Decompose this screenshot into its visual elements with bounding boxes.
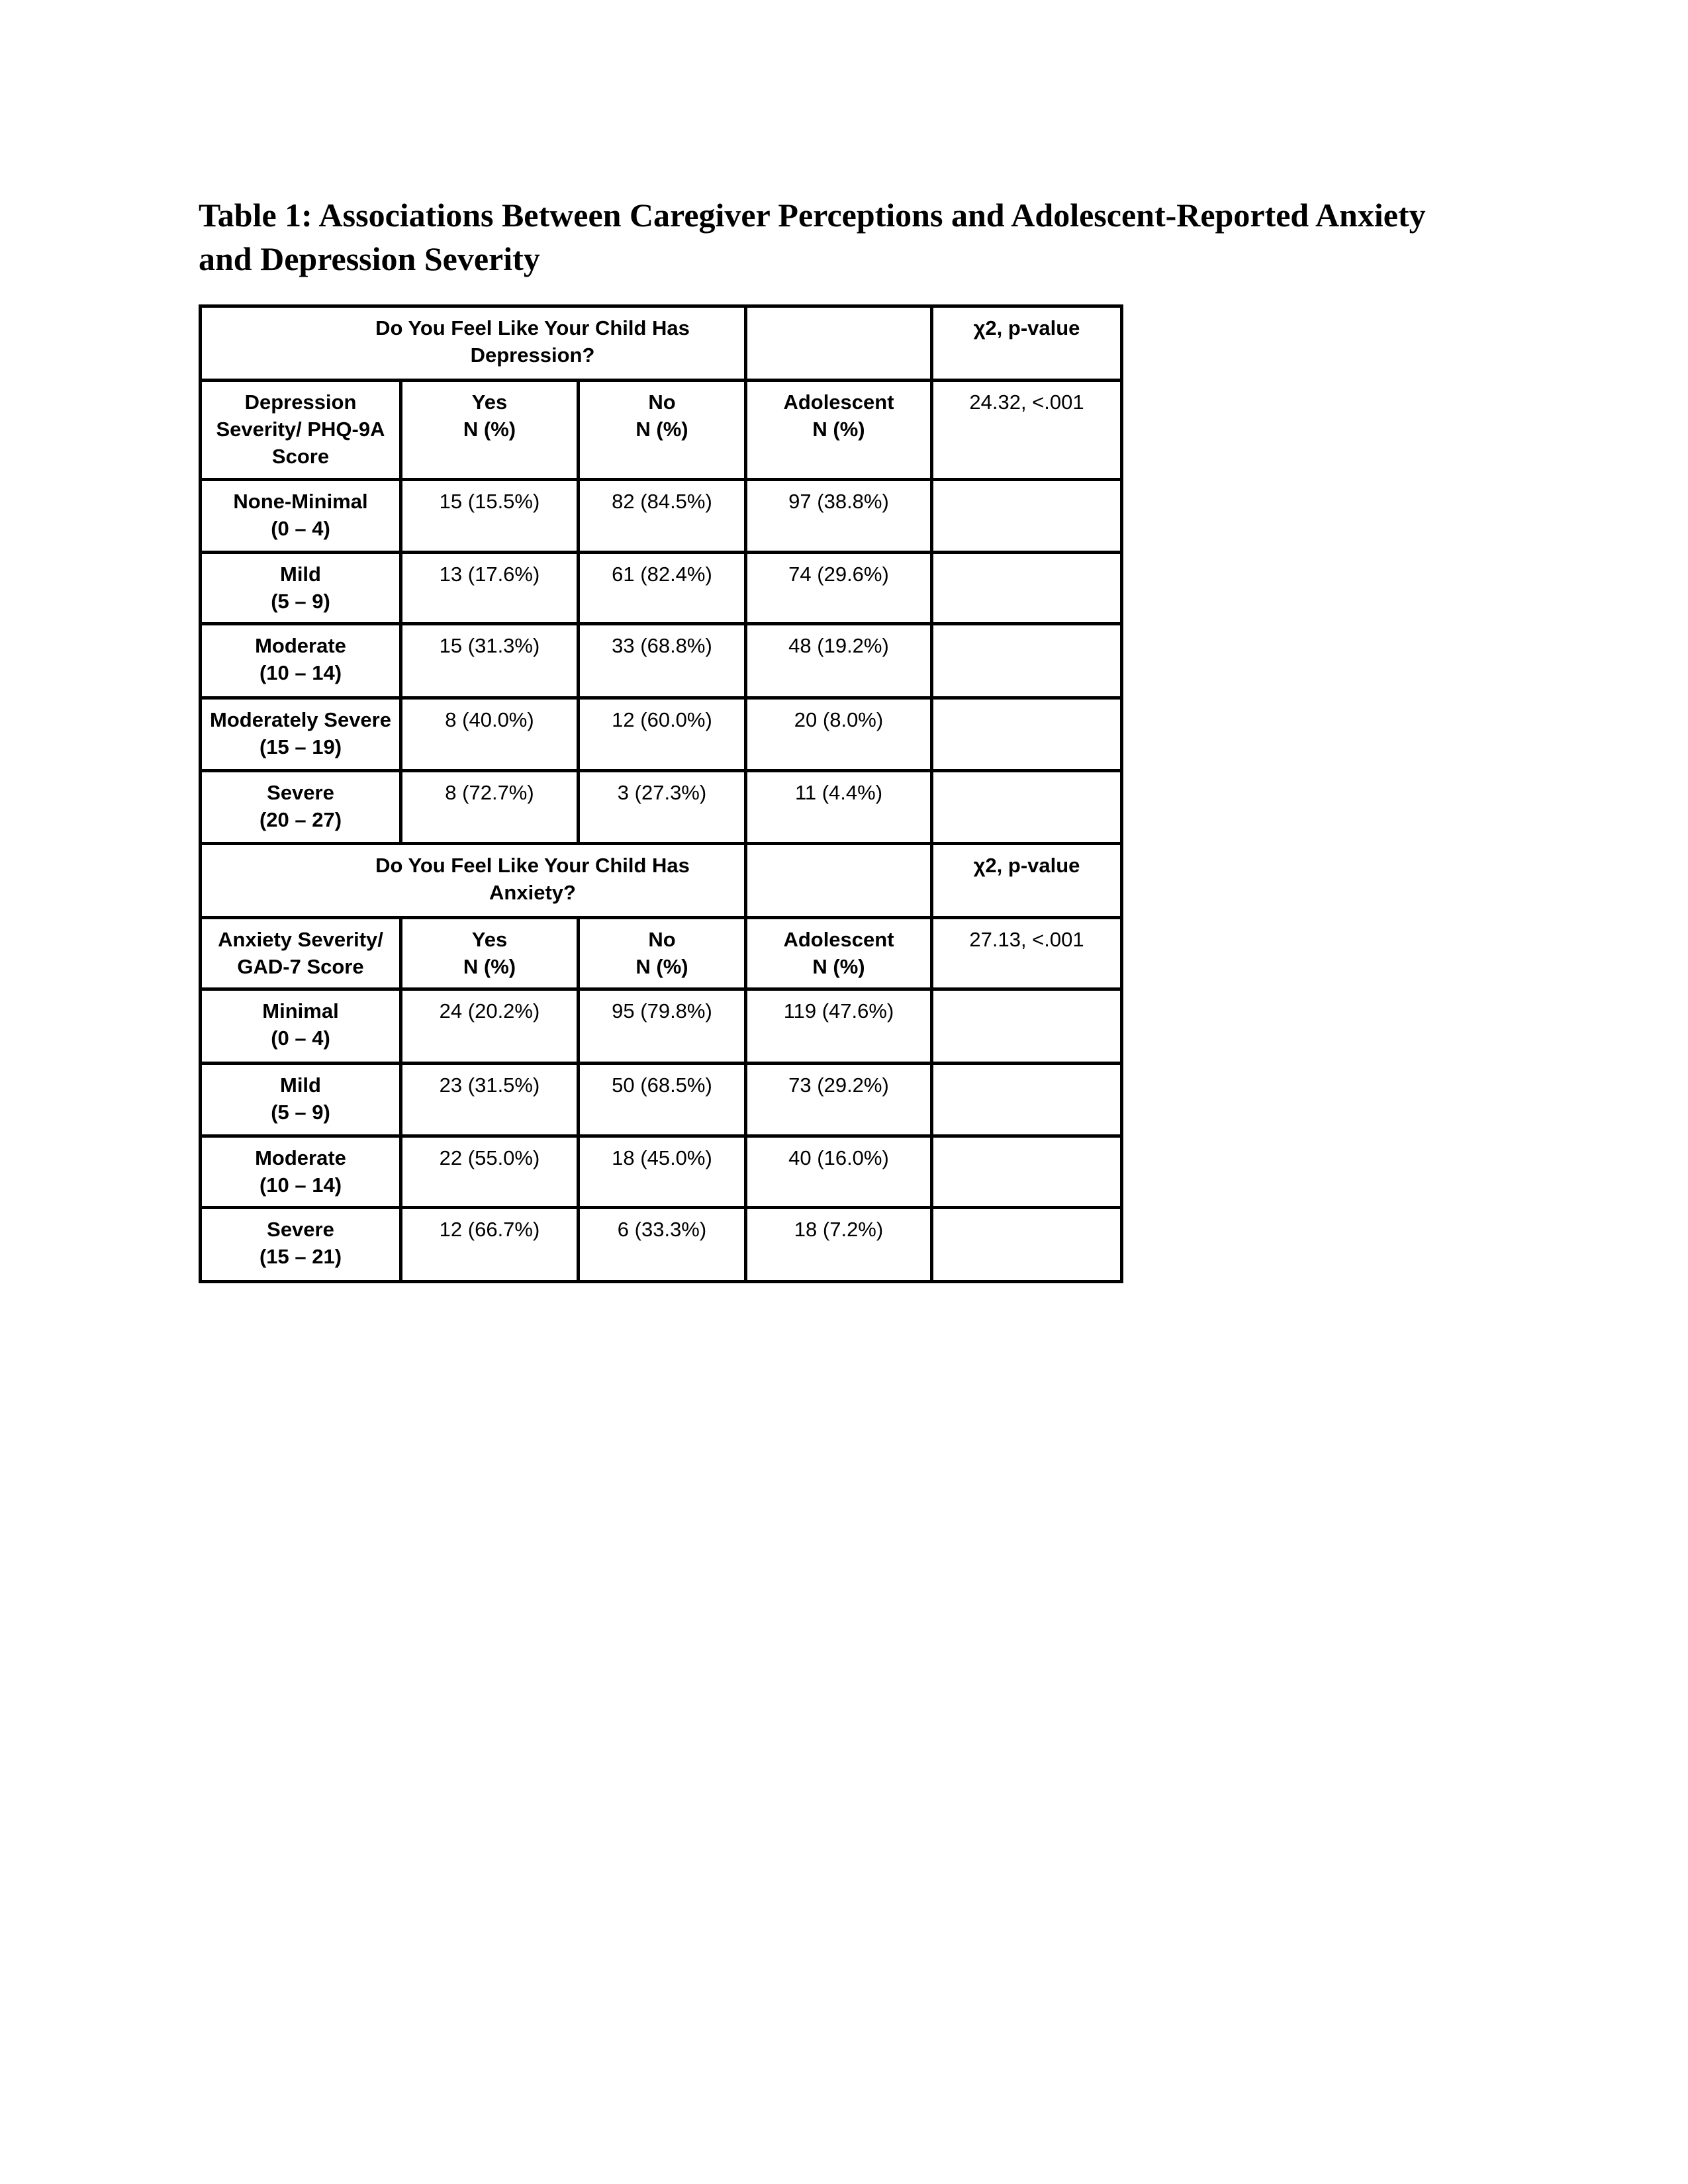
cell-no: 50 (68.5%) — [579, 1064, 746, 1136]
row-label: Severe (20 – 27) — [201, 771, 401, 844]
cell-adolescent: 18 (7.2%) — [746, 1208, 932, 1282]
row-label: Moderately Severe (15 – 19) — [201, 698, 401, 771]
depression-question-cell — [201, 306, 746, 381]
cell-yes: 15 (31.3%) — [401, 624, 579, 698]
cell-no: 3 (27.3%) — [579, 771, 746, 844]
cell-adolescent: 11 (4.4%) — [746, 771, 932, 844]
table-row — [201, 698, 1122, 771]
empty-cell — [932, 480, 1122, 553]
depression-question-row — [201, 306, 1122, 381]
col-header-no: No N (%) — [579, 918, 746, 989]
cell-yes: 8 (40.0%) — [401, 698, 579, 771]
table-row — [201, 989, 1122, 1064]
cell-no: 6 (33.3%) — [579, 1208, 746, 1282]
row-label: Minimal (0 – 4) — [201, 989, 401, 1064]
table-row — [201, 1136, 1122, 1208]
title-line-2: and Depression Severity — [199, 240, 540, 277]
depression-stat-value: 24.32, <.001 — [932, 381, 1122, 480]
cell-no: 18 (45.0%) — [579, 1136, 746, 1208]
cell-yes: 24 (20.2%) — [401, 989, 579, 1064]
cell-yes: 8 (72.7%) — [401, 771, 579, 844]
row-label: None-Minimal (0 – 4) — [201, 480, 401, 553]
empty-cell — [932, 698, 1122, 771]
cell-adolescent: 40 (16.0%) — [746, 1136, 932, 1208]
row-label: Mild (5 – 9) — [201, 1064, 401, 1136]
row-label: Severe (15 – 21) — [201, 1208, 401, 1282]
table-row — [201, 771, 1122, 844]
cell-no: 12 (60.0%) — [579, 698, 746, 771]
anxiety-row-header — [201, 918, 401, 989]
col-header-no: No N (%) — [579, 381, 746, 480]
cell-adolescent: 48 (19.2%) — [746, 624, 932, 698]
empty-cell — [932, 624, 1122, 698]
cell-adolescent: 74 (29.6%) — [746, 553, 932, 624]
depression-stat-label: χ2, p-value — [932, 306, 1122, 381]
row-label: Moderate (10 – 14) — [201, 624, 401, 698]
title-line-1: Table 1: Associations Between Caregiver Perceptions and Adolescent-Reported Anxiety — [199, 197, 1426, 234]
associations-table — [199, 304, 1123, 1283]
table-row — [201, 480, 1122, 553]
table-row — [201, 624, 1122, 698]
cell-no: 95 (79.8%) — [579, 989, 746, 1064]
row-label: Moderate (10 – 14) — [201, 1136, 401, 1208]
empty-cell — [746, 844, 932, 918]
cell-yes: 22 (55.0%) — [401, 1136, 579, 1208]
cell-yes: 13 (17.6%) — [401, 553, 579, 624]
empty-cell — [932, 1064, 1122, 1136]
table-row — [201, 553, 1122, 624]
col-header-yes: Yes N (%) — [401, 381, 579, 480]
anxiety-header-row — [201, 918, 1122, 989]
cell-adolescent: 73 (29.2%) — [746, 1064, 932, 1136]
anxiety-stat-label: χ2, p-value — [932, 844, 1122, 918]
empty-cell — [932, 1208, 1122, 1282]
col-header-adolescent: Adolescent N (%) — [746, 918, 932, 989]
anxiety-stat-value: 27.13, <.001 — [932, 918, 1122, 989]
cell-no: 82 (84.5%) — [579, 480, 746, 553]
page-title — [199, 193, 1523, 281]
table-row — [201, 1064, 1122, 1136]
cell-adolescent: 119 (47.6%) — [746, 989, 932, 1064]
row-label: Mild (5 – 9) — [201, 553, 401, 624]
cell-yes: 23 (31.5%) — [401, 1064, 579, 1136]
anxiety-question: Do You Feel Like Your Child Has Anxiety? — [375, 854, 690, 904]
anxiety-row-header-text: Anxiety Severity/ GAD-7 Score — [218, 928, 383, 978]
table-row — [201, 1208, 1122, 1282]
cell-no: 33 (68.8%) — [579, 624, 746, 698]
anxiety-question-cell — [201, 844, 746, 918]
empty-cell — [932, 553, 1122, 624]
depression-row-header-text: Depression Severity/ PHQ-9A Score — [216, 390, 385, 468]
cell-adolescent: 20 (8.0%) — [746, 698, 932, 771]
empty-cell — [932, 989, 1122, 1064]
cell-yes: 15 (15.5%) — [401, 480, 579, 553]
col-header-adolescent: Adolescent N (%) — [746, 381, 932, 480]
empty-cell — [932, 1136, 1122, 1208]
empty-cell — [746, 306, 932, 381]
depression-question: Do You Feel Like Your Child Has Depression? — [375, 316, 690, 367]
anxiety-question-row — [201, 844, 1122, 918]
cell-adolescent: 97 (38.8%) — [746, 480, 932, 553]
cell-yes: 12 (66.7%) — [401, 1208, 579, 1282]
empty-cell — [932, 771, 1122, 844]
cell-no: 61 (82.4%) — [579, 553, 746, 624]
depression-header-row — [201, 381, 1122, 480]
depression-row-header — [201, 381, 401, 480]
col-header-yes: Yes N (%) — [401, 918, 579, 989]
